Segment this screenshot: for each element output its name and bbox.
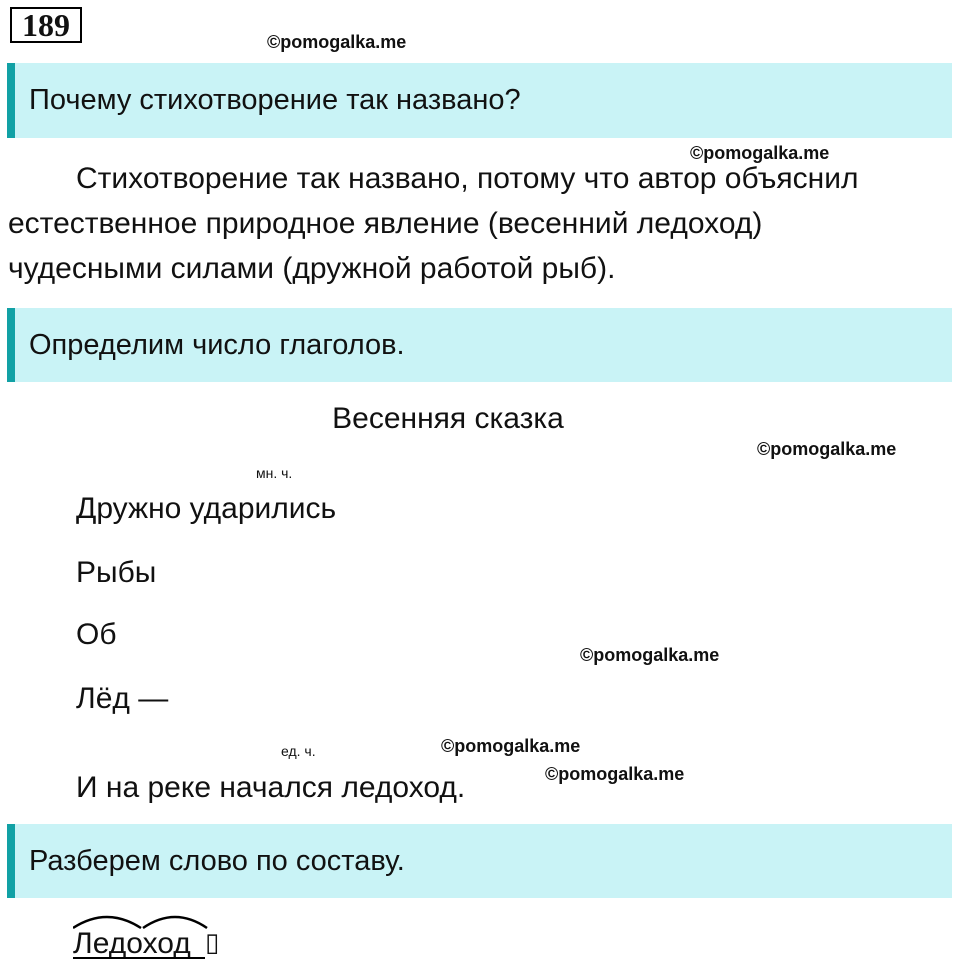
poem-line: Об <box>76 618 117 651</box>
analyzed-word: Ледоход <box>73 927 191 960</box>
watermark: ©pomogalka.me <box>545 764 685 784</box>
watermark: ©pomogalka.me <box>757 439 897 459</box>
poem-line: Рыбы <box>76 556 157 589</box>
watermark: ©pomogalka.me <box>580 645 720 665</box>
section-heading-1-text: Почему стихотворение так названо? <box>29 84 521 116</box>
task-number: 189 <box>10 7 82 43</box>
section-heading-1 <box>7 63 952 138</box>
watermark: ©pomogalka.me <box>690 143 830 163</box>
word-morpheme-diagram <box>73 902 253 962</box>
section-heading-3-text: Разберем слово по составу. <box>29 844 405 877</box>
answer-paragraph: Стихотворение так названо, потому что автор объяснил естественное природное явление (весенний ледоход) чудесными силами (дружной работой рыб). <box>8 162 859 285</box>
plural-note: мн. ч. <box>256 465 293 481</box>
watermark: ©pomogalka.me <box>441 736 581 756</box>
section-heading-2-text: Определим число глаголов. <box>29 328 405 361</box>
singular-note: ед. ч. <box>281 743 316 759</box>
poem-title: Весенняя сказка <box>332 402 564 435</box>
watermark: ©pomogalka.me <box>267 32 407 52</box>
poem-line: Дружно ударились <box>76 492 337 525</box>
ending-mark: ▯ <box>205 928 220 958</box>
section-heading-2 <box>7 308 952 382</box>
poem-line: Лёд — <box>76 682 169 715</box>
poem-line: И на реке начался ледоход. <box>76 771 466 804</box>
section-heading-3 <box>7 824 952 898</box>
